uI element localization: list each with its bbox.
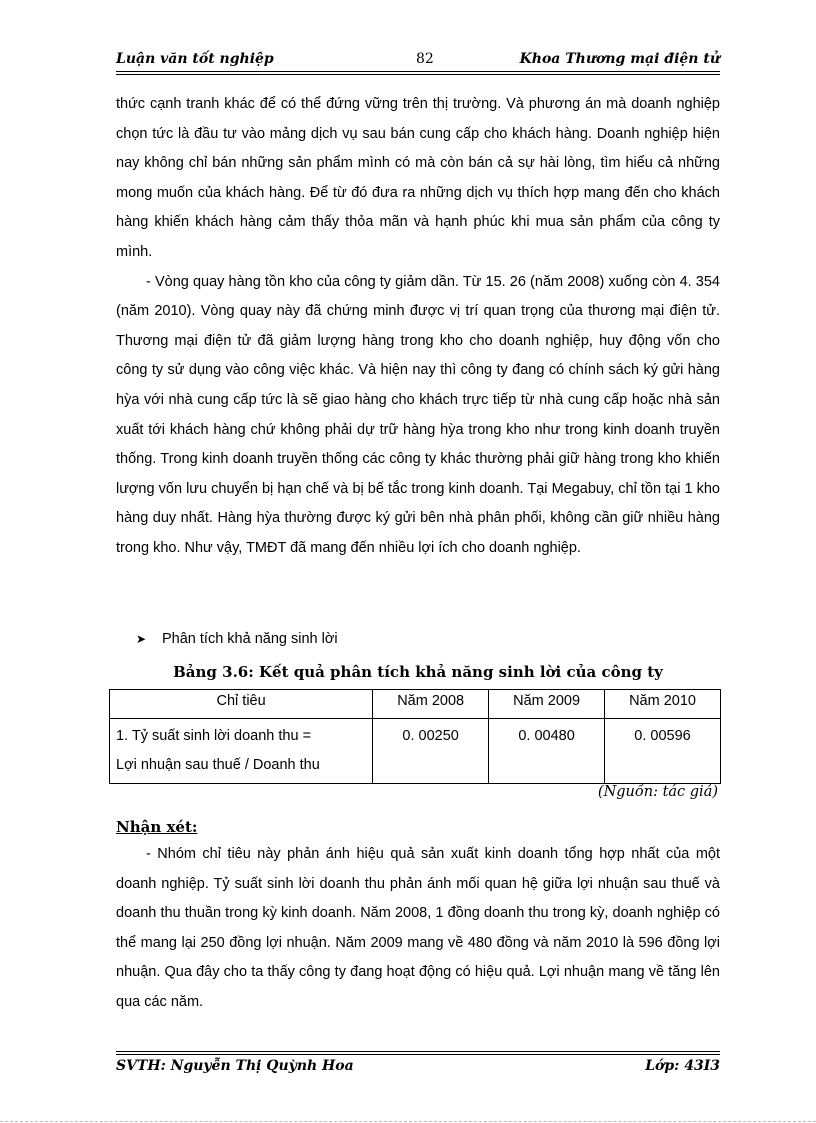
header-divider — [116, 71, 720, 75]
paragraph-remarks: - Nhóm chỉ tiêu này phản ánh hiệu quả sản xuất kinh doanh tổng hợp nhất của một doanh nghiệp. Tỷ suất sinh lời doanh thu phản ánh mối quan hệ giữa lợi nhuận sau thuế và doanh thu thuần trong kỳ kinh doanh. Năm 2008, 1 đồng doanh thu trong kỳ, doanh nghiệp có thể mang lại 250 đồng lợi nhuận. Năm 2009 mang về 480 đồng và năm 2010 là 596 đồng lợi nhuận. Qua đây cho ta thấy công ty đang hoạt động có hiệu quả. Lợi nhuận mang về tăng lên qua các năm. — [116, 846, 720, 1010]
header-cell-2009: Năm 2009 — [489, 690, 605, 719]
bullet-text: Phân tích khả năng sinh lời — [162, 631, 338, 647]
header-cell-2010: Năm 2010 — [605, 690, 721, 719]
footer-divider — [116, 1051, 720, 1055]
footer-class-label: Lớp: 43I3 — [645, 1058, 720, 1074]
header-faculty-label: Khoa Thương mại điện tử — [519, 51, 720, 67]
table-title: Bảng 3.6: Kết quả phân tích khả năng sinh lời của công ty — [173, 663, 663, 681]
page-edge — [0, 1121, 816, 1122]
value-cell-2010: 0. 00596 — [605, 719, 721, 784]
row-label-line2: Lợi nhuận sau thuế / Doanh thu — [116, 757, 320, 773]
paragraph-services: thức cạnh tranh khác để có thể đứng vững trên thị trường. Và phương án mà doanh nghiệp chọn tức là đầu tư vào mảng dịch vụ sau bán cung cấp cho khách hàng. Doanh nghiệp hiện nay không chỉ bán những sản phẩm mình có mà còn bán cả sự hài lòng, tìm hiểu cả những mong muốn của khách hàng. Để từ đó đưa ra những dịch vụ thích hợp mang đến cho khách hàng khiến khách hàng cảm thấy thỏa mãn và hạnh phúc khi mua sản phẩm của công ty mình. — [116, 96, 720, 260]
body-section-2 — [116, 840, 720, 1018]
header-thesis-label: Luận văn tốt nghiệp — [116, 51, 274, 67]
row-label-line1: 1. Tỷ suất sinh lời doanh thu = — [116, 728, 312, 744]
paragraph-inventory-turnover: - Vòng quay hàng tồn kho của công ty giảm dần. Từ 15. 26 (năm 2008) xuống còn 4. 354 (năm 2010). Vòng quay này đã chứng minh được vị trí quan trọng của thương mại điện tử. Thương mại điện tử đã giảm lượng hàng trong kho cho doanh nghiệp, huy động vốn cho công ty sử dụng vào công việc khác. Và hiện nay thì công ty đang có chính sách ký gửi hàng hỳa với nhà cung cấp tức là sẽ giao hàng cho khách trực tiếp từ nhà cung cấp hoặc nhà sản xuất tới khách hàng chứ không phải dự trữ hàng hỳa trong kho như trong kinh doanh truyền thống. Trong kinh doanh truyền thống các công ty khác thường phải giữ hàng trong kho khiến lượng vốn lưu chuyển bị hạn chế và bị bế tắc trong kinh doanh. Tại Megabuy, chỉ tồn tại 1 kho hàng duy nhất. Hàng hỳa thường được ký gửi bên nhà phân phối, không cần giữ nhiều hàng trong kho. Như vậy, TMĐT đã mang đến nhiều lợi ích cho doanh nghiệp. — [116, 273, 720, 556]
table-source: (Nguồn: tác giả) — [597, 784, 718, 800]
page-header — [116, 50, 720, 72]
table-header-row — [110, 690, 721, 719]
page-number: 82 — [416, 51, 434, 67]
value-cell-2008: 0. 00250 — [373, 719, 489, 784]
header-cell-2008: Năm 2008 — [373, 690, 489, 719]
footer-student-name: SVTH: Nguyễn Thị Quỳnh Hoa — [116, 1058, 354, 1074]
value-cell-2009: 0. 00480 — [489, 719, 605, 784]
profitability-table — [109, 689, 721, 784]
header-cell-indicator: Chỉ tiêu — [110, 690, 373, 719]
row-label-cell — [110, 719, 373, 784]
table-row — [110, 719, 721, 784]
bullet-profitability-analysis — [136, 631, 338, 647]
body-section-1 — [116, 90, 720, 564]
page-footer — [116, 1058, 720, 1078]
arrow-bullet-icon: ➤ — [136, 632, 147, 646]
note-title: Nhận xét: — [116, 818, 198, 836]
